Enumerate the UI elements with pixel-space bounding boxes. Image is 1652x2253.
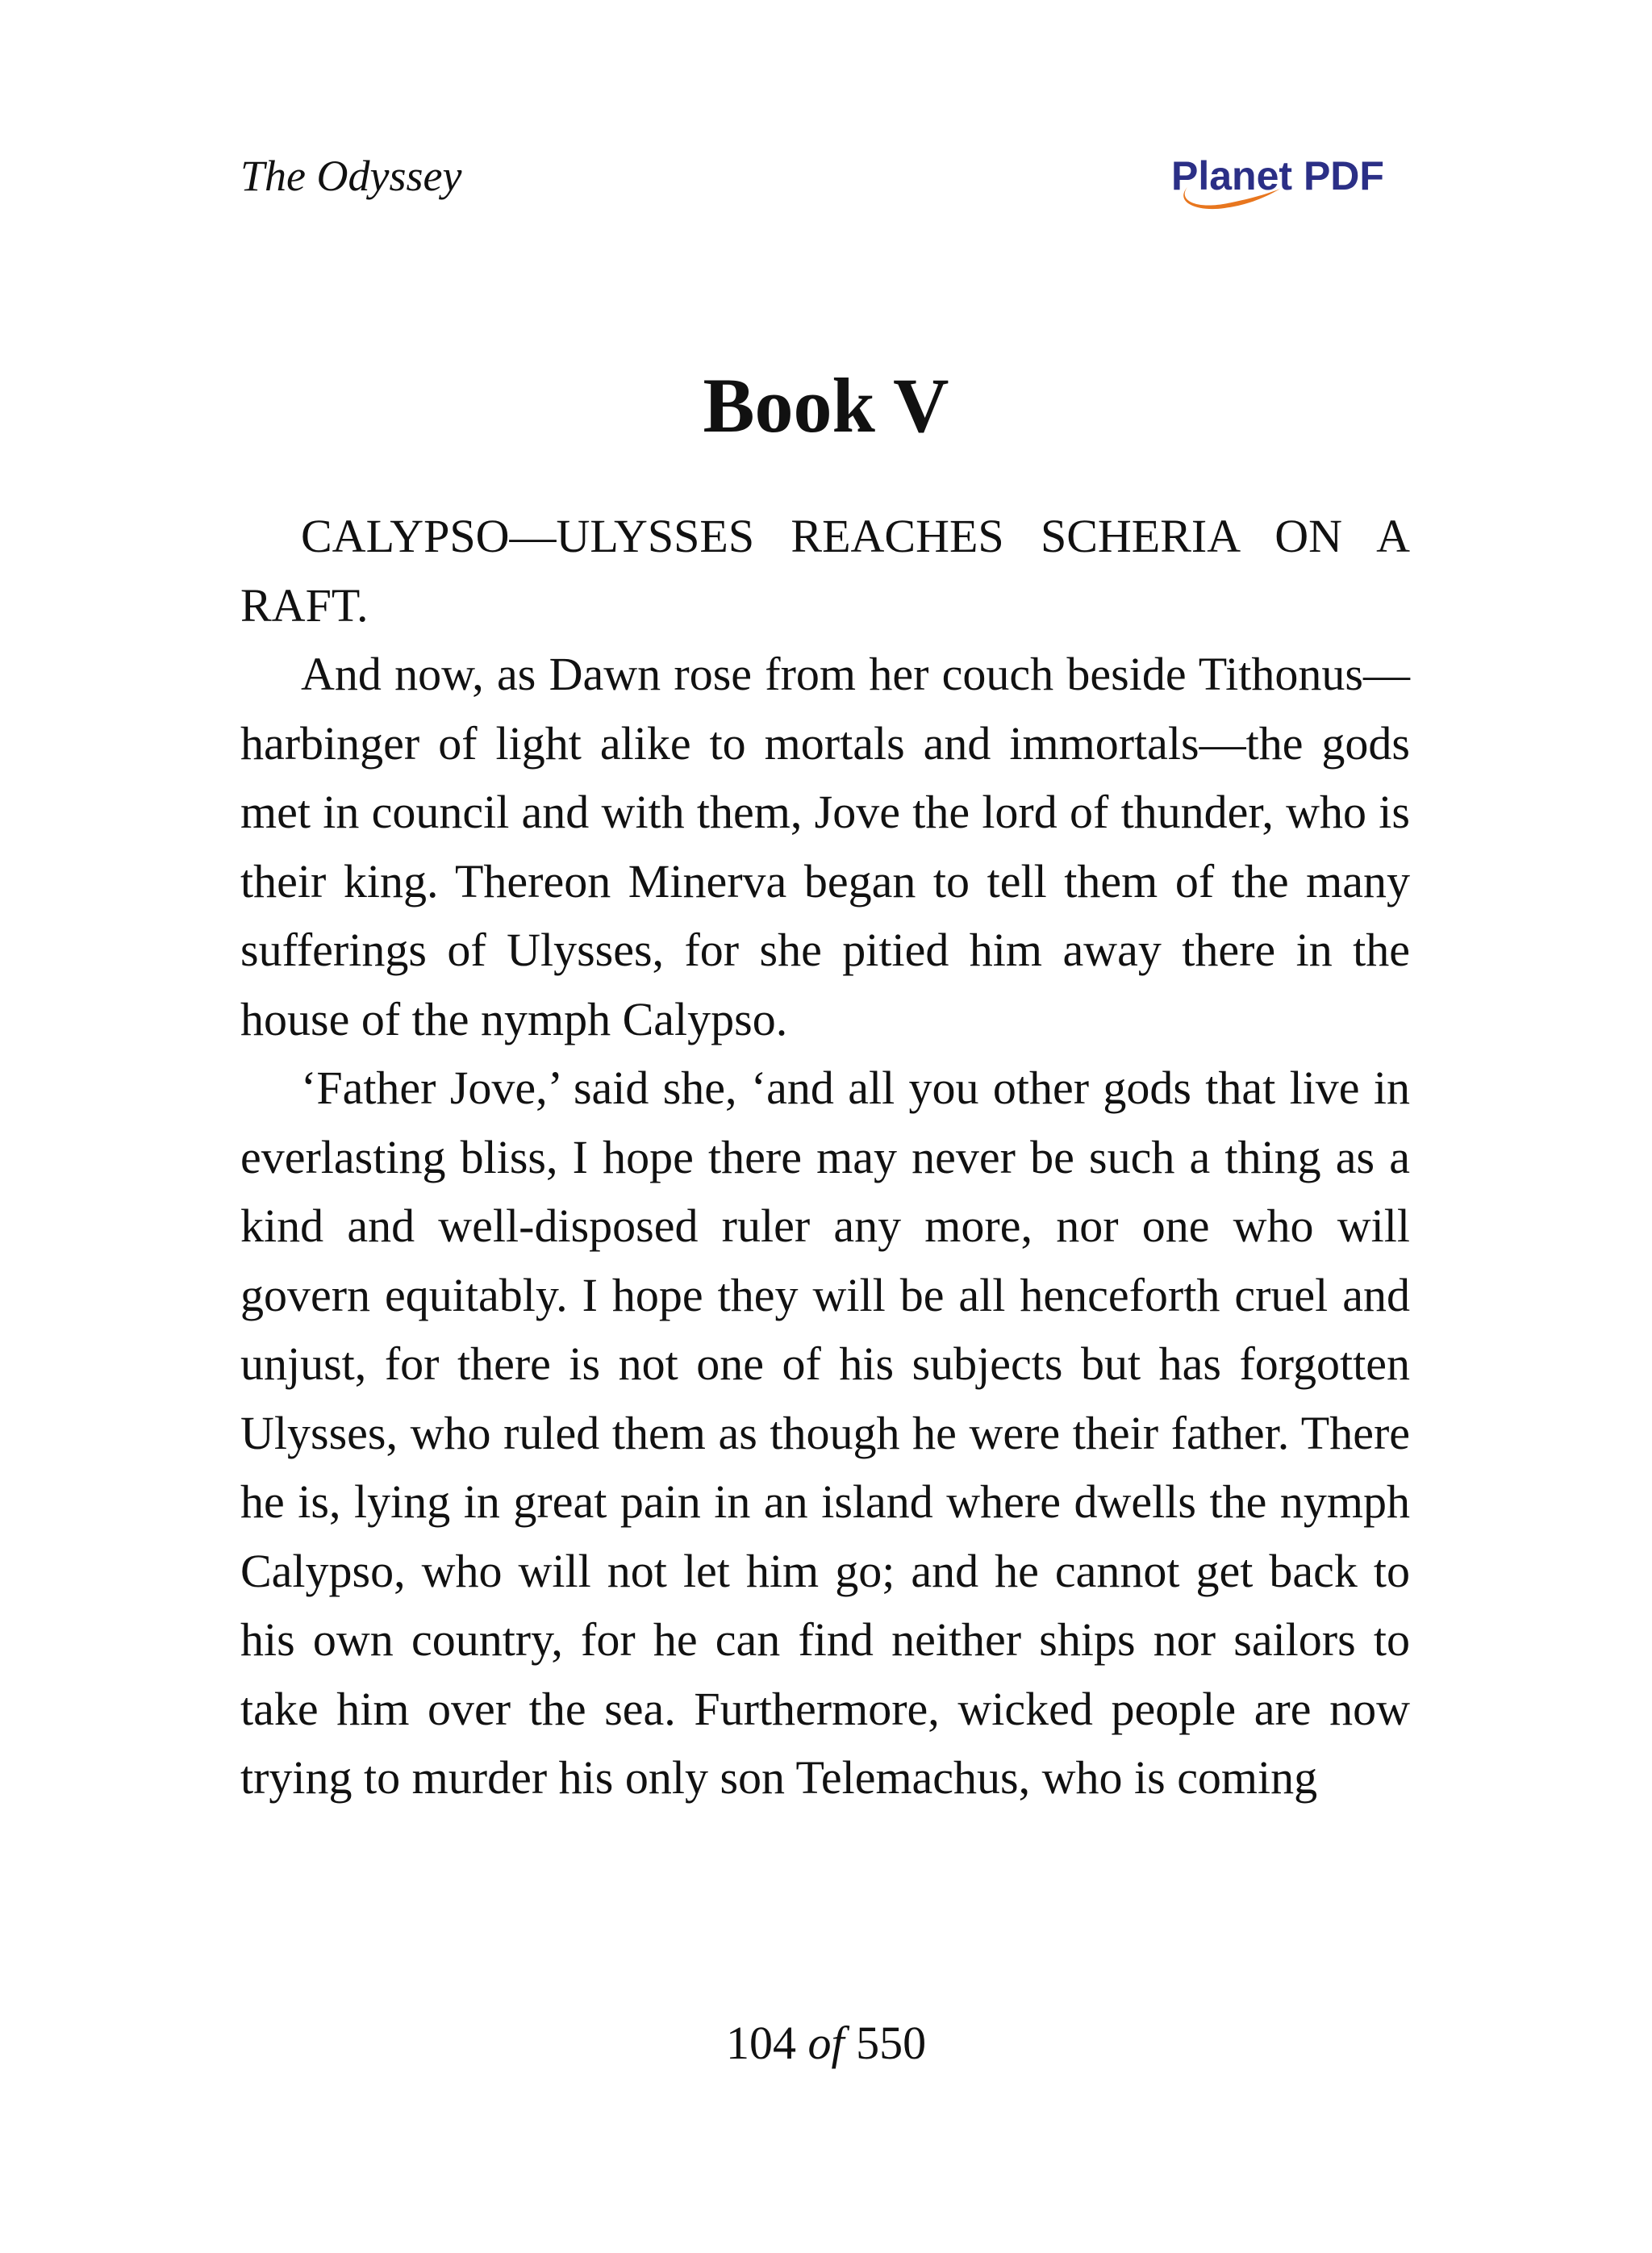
planet-pdf-logo	[1171, 152, 1413, 216]
paragraph: ‘Father Jove,’ said she, ‘and all you other gods that live in everlasting bliss, I hope there may never be such a thing as a kind and well-disposed ruler any more, nor one who will govern equitably. I hope they will be all henceforth cruel and unjust, for there is not one of his subjects but has forgotten Ulysses, who ruled them as though he were their father. There he is, lying in great pain in an island where dwells the nymph Calypso, who will not let him go; and he cannot get back to his own country, for he can find neither ships nor sailors to take him over the sea. Furthermore, wicked people are now trying to murder his only son Telemachus, who is coming	[240, 1062, 1410, 1804]
paragraph-subtitle: CALYPSO—ULYSSES REACHES SCHERIA ON A RAFT.	[240, 510, 1410, 632]
paragraph: And now, as Dawn rose from her couch beside Tithonus—harbinger of light alike to mortals and immortals—the gods met in council and with them, Jove the lord of thunder, who is their king. Thereon Minerva began to tell them of the many sufferings of Ulysses, for she pitied him away there in the house of the nymph Calypso.	[240, 648, 1410, 1045]
logo-text: Planet PDF	[1171, 153, 1384, 198]
page-number	[0, 2015, 1652, 2072]
running-header-title: The Odyssey	[240, 152, 462, 200]
total-page-count: 550	[856, 2017, 927, 2069]
page-number-of: of	[807, 2017, 845, 2069]
current-page-number: 104	[725, 2017, 796, 2069]
body-text	[240, 502, 1410, 1813]
chapter-heading: Book V	[703, 362, 949, 449]
